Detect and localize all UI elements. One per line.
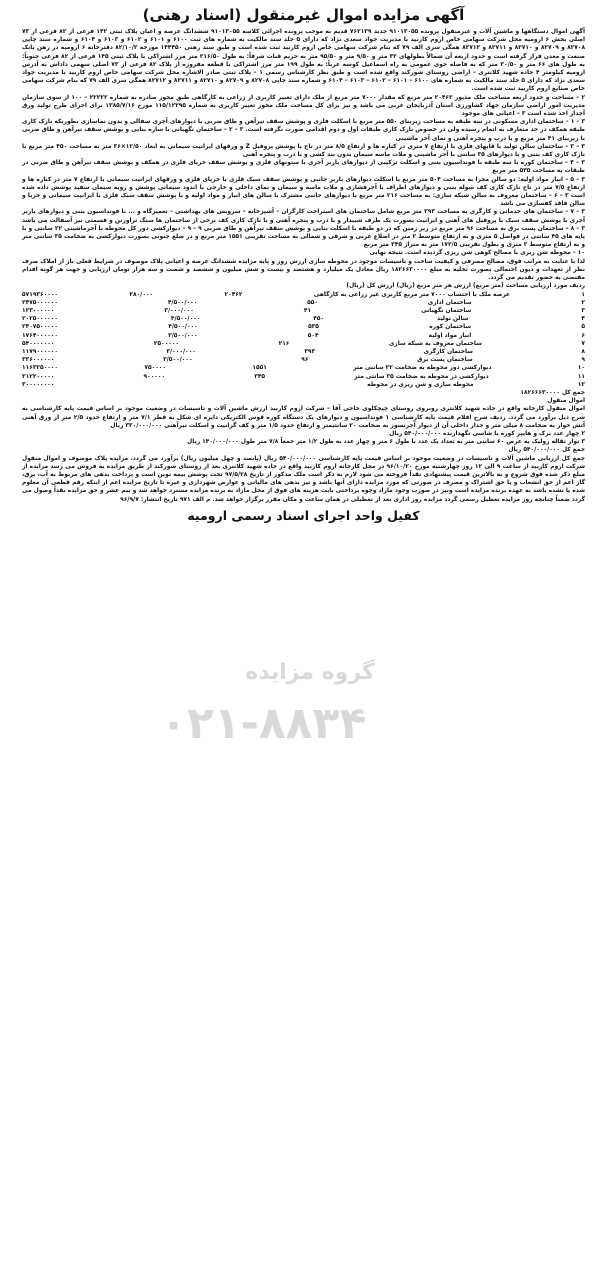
row-item: دیوارکشی دور محوطه به ضخامت ۲۲ سانتی متر [353,365,492,372]
row-item: سالن تولید [436,316,469,323]
row-item: محوطه سازی و شن ریزی در محوطه [367,381,474,388]
row-total: ۲۴۰۷۵۰۰۰۰۰ [22,324,58,331]
row-price: ۴/۵۰۰/۰۰۰ [170,316,201,323]
row-total: ۱۲۳۰۰۰۰۰۰ [22,307,55,314]
row-area: ۱۵۵۱ [252,365,267,372]
row-price: ۲۸۰/۰۰۰ [129,291,154,298]
paragraph: ۳ – ۴ – ساختمان کوره با سه طبقه با فونداسیون بتنی و اسکلت ترکیبی از دیوارهای باربر آجری با ستونهای فلزی و پوشش سقف خرپای فلزی در همکف و پوشش سقف تیرآهن و طاق ضربی در طبقات به مساحت ۵۳۵ متر مربع [22,160,585,175]
row-item: ساختمان اداری [427,299,472,306]
row-price: ۳/۵۰۰/۰۰۰ [168,332,198,339]
paragraph: ۳ – ۱ – ساختمان اداری مسکونی در سه طبقه به مساحت زیربنای ۵۵۰ متر مربع با اسکلت فلزی و پوشش سقف تیرآهن و طاق ضربی با دیوارهای آجری سفالی و بدون نماسازی بطوریکه نازک کاری طبقه همکف در حد متعارف به اتمام رسیده ولی در خصوص نازک کاری طبقات اول و دوم اقدامی صورت نگرفته است. ۳ – ۲ – ساختمان نگهبانی با سازه بنایی و پوشش سقف تیرآهن و طاق ضربی با زیربنای ۴۱ متر مربع و با درب و پنجره آهنی و نمای آجر ماشینی [22,119,585,142]
row-area: ۹۶ [301,357,309,364]
row-index: ۹ [581,357,585,364]
grand-total: جمع کل ۱۸۲۶۶۶۳۰۰۰۰ [520,389,585,396]
movables-line: ۲ چهار عدد برک و هایپر کوره با شاسی نگهدارنده ۵۴۰/۰۰۰/۰۰۰ ریال [389,430,585,437]
table-row [22,364,585,372]
watermark-phone: ۰۲۱-۸۸۳۴ [160,698,367,749]
row-item: دیوارکشی در محوطه به ضخامت ۳۵ سانتی متر [354,373,489,380]
movables-paragraph: اموال منقول کارخانه واقع در جاده شهید کلانتری روبروی روستای چیچکلوی حاجی آقا – شرکت اروم کاربید ارزش ماشین آلات و تاسیسات در وضعیت موجود بر اساس قیمت پایه کارشناسی به شرح ذیل برآورد می گردد. ردیف شرح اقلام قیمت پایه کارشناسی ۱ فونداسیون و دیوارهای یک دستگاه کوره قوس الکتریکی دایره ای شکل به قطر ۷/۱ متر و ارتفاع حدود ۲/۵ متر از ورق آهنی آتش خوار به ضخامت ۸ میلی متر و جدار داخلی آن از دیوار آجرنسوز به ضخامت ۲۰ سانتیمتر و ارتفاع حدود ۱/۵ متر و کف گرانیت و اسکلت تیرآهنی ۳۳۰/۰۰۰/۰۰۰ ریال [22,406,586,429]
table-row [22,356,585,364]
row-total: ۳۰۰۰۰۰۰۰۰ [22,381,55,388]
paragraph: ۳ – ۵ – انبار مواد اولیه: دو سالن مجزا به مساحت ۵۰۴ متر مربع با اسکلت دیوارهای باربر جانبی و پوشش سقف سبک فلزی با خرپای فلزی و ورقهای ایرانیت سیمانی با ارتفاع ۷ متر در کناره ها و ارتفاع ۷/۵ متر در تاج نازک کاری کف سوله بتنی و دیوارهای اطراف با آجرفشاری و ملات ماسه و سیمان و نمای داخلی و خارجی با اندود سیمانی پوشش و رویه سیمان سفید پوشش داده شده است ۳ – ۶ – ساختمان معروف به سالن شبکه سازی: به مساحت ۲۱۶ متر مربع با دیوارهای جانبی مشترک با سالن های انبار و مواد اولیه و با پوشش سقف سبک فلزی با ایرانیت سیمانی و خرپا و سالن فاقد کفسازی می باشد [22,176,585,208]
row-area: ۴۱ [303,307,312,314]
paragraph: آگهی اموال دستگاهها و ماشین آلات و غیرمنقول پرونده ۹۱۰۱۳۰۵۵ جدید ۷۶۲۱۳۹ قدیم به موجب پرونده اجرائی کلاسه ۹۱۰۱۳۰۵۵ ششدانگ عرصه و اعیان پلاک ثبتی ۱۴۲ فرعی از ۸۲ فرعی از ۷۳ اصلی بخش ۶ ارومیه محل شرکت سهامی خاص اروم کاربید با مدیریت جواد سعدی نژاد که دارای ۵ جلد سند مالکیت به شماره های ثبت ۶۱۰۰ و ۶۱۰۱ و ۶۱۰۲ و ۶۱۰۳ و ۶۱۰۴ و شماره سند چاپی ۸۲۷۰۸ و ۸۲۷۰۹ و ۸۲۷۱۰ و ۸۲۷۱۱ و ۸۲۷۱۲ همگی سری الف ۷۹ که بنام شرکت سهامی خاص اروم کاربید ثبت شده است و طبق سند رهنی ۱۴۴۴۵۰ مورخه ۸۲/۱۰/۲ دفترخانه ۶ ارومیه در رهن بانک صنعت و معدن قرار گرفته است و حدود اربعه آن شمالاً بطولهای ۳۲ متر و ۹/۵۰ متر و ۹۵/۵۰ متر به حریم قنات شرقاً: به طول ۲۱۶/۵۰ متر مرز اشتراکی با پلاک ثبتی ۱۴۵ فرعی از ۸۲ فرعی جنوباً: به طول های ۶۶ متر و ۳۰/۵۰ متر که به فاصله جوی عمومی به راه اسماعیل کوسه غرباً: به طول ۱۹۹ متر مرز اشتراکی با قطعه مفروزه از پلاک ۸۲ فرعی از ۷۳ اصلی سهمی داداش به آدرس ارومیه کیلومتر ۴ جاده شهید کلانتری – اراضی روستای شورکند واقع شده است و طبق نظر کارشناس رسمی ۱ – پلاک ثبتی صادر الاشاره محل شرکت سهامی خاص اروم کاربید با مدیریت جواد سعدی نژاد که دارای ۵ جلد سند مالکیت به شماره های ۶۱۰۰ – ۶۱۰۱ – ۶۱۰۲ – ۶۱۰۳ – ۶۱۰۴ و شماره سند چاپی ۸۲۷۰۸ و ۸۲۷۰۹ و ۸۲۷۱۰ و ۸۲۷۱۱ و ۸۲۷۱۲ همگی سری الف ۷۹ که بنام شرکت سهامی خاص صنایع اروم کاربید ثبت شده است. [22,29,586,93]
watermark-text: گروه مزایده [245,660,375,685]
row-item: ساختمان کارگری [423,348,473,355]
notice-title: آگهی مزایده اموال غیرمنقول (اسناد رهنی) [142,6,465,24]
row-index: ۱۲ [577,381,585,388]
table-row [22,315,585,323]
paragraph: ۳ – ۷ – ساختمان های خدماتی و کارگری به مساحت ۳۹۳ متر مربع شامل ساختمان های استراحت کارگران – آشپزخانه – سرویس های بهداشتی – تعمیرگاه و ... با فونداسیون بتنی و دیوارهای باربر آجری با پوشش سقف سبک با پروفیل های آهنی و ایرانیت بصورت یک طرف شیبدار و با درب و پنجره آهنی و با نازک کاری کف برخی از ساختمان ها سنگ تراورتن و قسمتی نیز آسفالت می باشد ۳ – ۸ – ساختمان پست برق به مساحت ۹۶ متر مربع در زیر زمین که در دو طبقه با اسکلت بنایی و پوشش سقف تیرآهن و طاق ضربی ۹ – ۹ – دیوارکشی دور کل محوطه با آجرماشینی ۲۲ سانتی و با پایه های ۴۵ سانتی در فواصل ۵ متری و به ارتفاع متوسط ۲ متر در اضلاع غربی و شرقی و شمالی به مساحت تقریبی ۱۵۵۱ متر مربع و در ضلع جنوبی بصورت دیوارکشی به ضخامت ۳۵ سانتی متر و به ارتفاع متوسط ۲ متری و بطول تقریبی ۱۷۲/۵ متر به متراژ ۳۴۵ متر مربع [22,209,586,249]
row-area: ۵۰۴ [307,332,319,339]
paragraph: ۳ – ۳ – ساختمان سالن تولید با قابهای فلزی با ارتفاع ۷ متری در کناره ها و ارتفاع ۸/۵ متر در تاج با پوشش پروفیل Z و ورقهای ایرانیت سیمانی به ابعاد ۱۲/۵۰×۳۶ متر به مساحت ۴۵۰ متر مربع با نازک کاری کف بتنی و با دیوارهای ۳۵ سانتی با آجر ماشینی و ملات ماسه سیمان بدون بند کشی و با درب و پنجره آهنی [22,143,585,159]
row-total: ۲۰۲۵۰۰۰۰۰۰ [22,316,58,323]
row-index: ۲ [581,299,585,306]
row-total: ۱۷۶۴۰۰۰۰۰۰ [22,332,59,339]
row-index: ۶ [581,332,585,339]
row-item: عرصه ملک با احتساب ۷۰۰۰ متر مربع کاربری غیر زراعی به کارگاهی [313,291,511,298]
row-total: ۵۴۰۰۰۰۰۰۰ [22,340,55,347]
paragraph: ۲ – مساحت و حدود اربعه مساحت ملک مذبور ۲۰۴۶۲ متر مربع که مقدار ۷۰۰۰ متر مربع از ملک دارای تغییر کاربری از زراعی به کارگاهی طبق مجوز صادره به شماره ۲۲۲۲۲ – ۱۰۰ از سوی سازمان مدیریت امور اراضی سازمان جهاد کشاورزی استان آذربایجان غربی می باشد و نیز برای کل مساحت ملک مجوز تغییر کاربری به شماره ۱۱۵/۱۲۲۹۵ مورخ ۱۳۸۵/۷/۱۶ برای اجرای طرح تولید ورق آجدار اخذ شده است ۳ – اعیانی های موجود [22,94,586,118]
table-row [22,340,585,348]
row-area: ۳۴۵ [254,373,266,380]
row-price: ۳/۰۰۰/۰۰۰ [166,348,196,355]
row-price: ۹۰۰۰۰۰ [143,373,166,380]
row-index: ۸ [581,348,585,355]
row-area: ۲۱۶ [278,340,290,347]
row-price: ۴/۵۰۰/۰۰۰ [167,299,198,306]
table-row [22,332,585,340]
signature: کفیل واحد اجرای اسناد رسمی ارومیه [187,507,420,523]
row-area: ۴۵۰ [313,316,325,323]
row-index: ۷ [581,340,585,347]
table-row [22,381,585,389]
row-price: ۲۵۰۰۰۰۰ [153,340,180,347]
table-row [22,323,585,331]
row-area: ۵۵۰ [307,299,318,306]
row-price: ۷۵۰۰۰۰ [144,365,166,372]
row-total: ۱۱۷۹۰۰۰۰۰۰ [22,348,58,355]
row-index: ۱ [581,291,585,298]
row-price: ۳/۰۰۰/۰۰۰ [164,307,194,314]
paragraph: ۱۰ – محوطه شن ریزی با مصالح کوهی شن ریزی گردیده است. نتیجه نهایی [369,250,585,257]
table-row [22,291,585,299]
valuation-table-header: ردیف مورد ارزیابی مساحت (متر مربع) ارزش هر متر مربع (ریال) ارزش کل (ریال) [346,283,585,290]
valuation-table [22,291,585,389]
table-row [22,299,585,307]
row-total: ۱۱۶۳۲۵۰۰۰۰ [22,365,59,372]
row-total: ۳۱۲۲۰۰۰۰۰ [22,373,55,380]
row-total: ۳۳۶۰۰۰۰۰۰ [22,357,55,364]
row-item: ساختمان پست برق [417,357,473,364]
row-item: انبار مواد اولیه [428,332,472,339]
table-row [22,348,585,356]
paragraph: لذا با عنایت به مراتب فوق، مصالح مصرفی و کیفیت ساخت و تاسیسات موجود در محوطه سازی ارزش روز و پایه مزایده ششدانگ عرصه و اعیانی پلاک موصوف در شرایط فعلی باز از املاک صرف نظر از تعهدات و دیون احتمالی بصورت تخلیه به مبلغ ۱۸۲۶۶۳۰۰۰۰ ریال معادل یک میلیارد و هشتصد و بیست و شش میلیون و ششصد و شصت و سه هزار تومان ارزیابی و جهت هر گونه اقدام مقتضی به حضور تقدیم می گردد. [22,258,585,282]
row-area: ۳۹۳ [304,348,316,355]
row-item: ساختمان نگهبانی [421,307,472,314]
row-index: ۳ [581,307,585,314]
final-paragraph: جمع کل ارزیابی ماشین آلات و تاسیسات در وضعیت موجود بر اساس قیمت پایه کارشناسی ۵۴۰/۰۰۰/۰۰۰ ریال (پانصد و چهل میلیون ریال) برآورد می گردد. مزایده پلاک موصوف و اموال منقول شرکت اروم کاربید از ساعت ۹ الی ۱۲ روز چهارشنبه مورخ ۹۶/۱۰/۲۰ در محل کارخانه اروم کاربید واقع در جاده شهید کلانتری بعد از روستای شورکند از طریق مزایده به فروش می رسد مزایده از مبلغ ذکر شده فوق شروع و به بالاترین قیمت پیشنهادی نقداً فروخته می شود لازم به ذکر است ملک مذکور از تاریخ ۹۷/۵/۲۸ تحت پوشش بیمه نوین است و پرداخت بدهی های مربوط به آب، برق، گاز اعم از حق انشعاب و یا حق اشتراک و مصرف در صورتی که مورد مزایده دارای آنها باشد و نیز بدهی های مالیاتی و عوارض شهرداری و غیره تا تاریخ مزایده اعم از اینکه رقم قطعی آن معلوم شده یا نشده باشد به عهده برنده مزایده است ونیز در صورت وجود مازاد وجوه پرداختی بابت هزینه های فوق از محل مازاد به برنده مزایده مسترد خواهد شد و نیم عشر و حق مزایده نقداً وصول می گردد ضمناً چنانچه روز مزایده تعطیل رسمی گردد مزایده روز اداری بعد از تعطیلی در همان ساعت و مکان مقرر برگزار خواهد شد. م الف ۹۷۱ تاریخ انتشار: ۹۶/۹/۷ [22,455,585,503]
row-price: ۳/۵۰۰/۰۰۰ [163,357,193,364]
movables-title: اموال منقول [547,398,585,405]
row-area: ۲۰۴۶۲ [224,291,243,298]
row-index: ۱۱ [577,373,585,380]
row-price: ۴/۵۰۰/۰۰۰ [168,324,198,331]
row-index: ۵ [581,324,585,331]
movables-line: جمع کل ۵۴۰/۰۰۰/۰۰۰ ریال [508,447,585,454]
row-index: ۱۰ [577,365,585,372]
row-area: ۵۳۵ [308,324,319,331]
row-item: ساختمان کوره [429,324,472,331]
table-row [22,373,585,381]
row-index: ۴ [581,316,585,323]
row-total: ۵۷۱۹۳۶۰۰۰۰ [22,291,59,298]
row-item: ساختمان معروف به شبکه سازی [388,340,482,347]
movables-line: ۳ نوار نقاله رولیک به عرض ۶۰ سانتی متر به تعداد یک عدد با طول ۶ متر و چهار عدد به طول ۱/۲ متر جمعاً ۷/۸ متر طول ۱۴۰/۰۰۰/۰۰۰ ریال [187,439,585,446]
table-row [22,307,585,315]
row-total: ۲۴۷۵۰۰۰۰۰۰ [22,299,58,306]
